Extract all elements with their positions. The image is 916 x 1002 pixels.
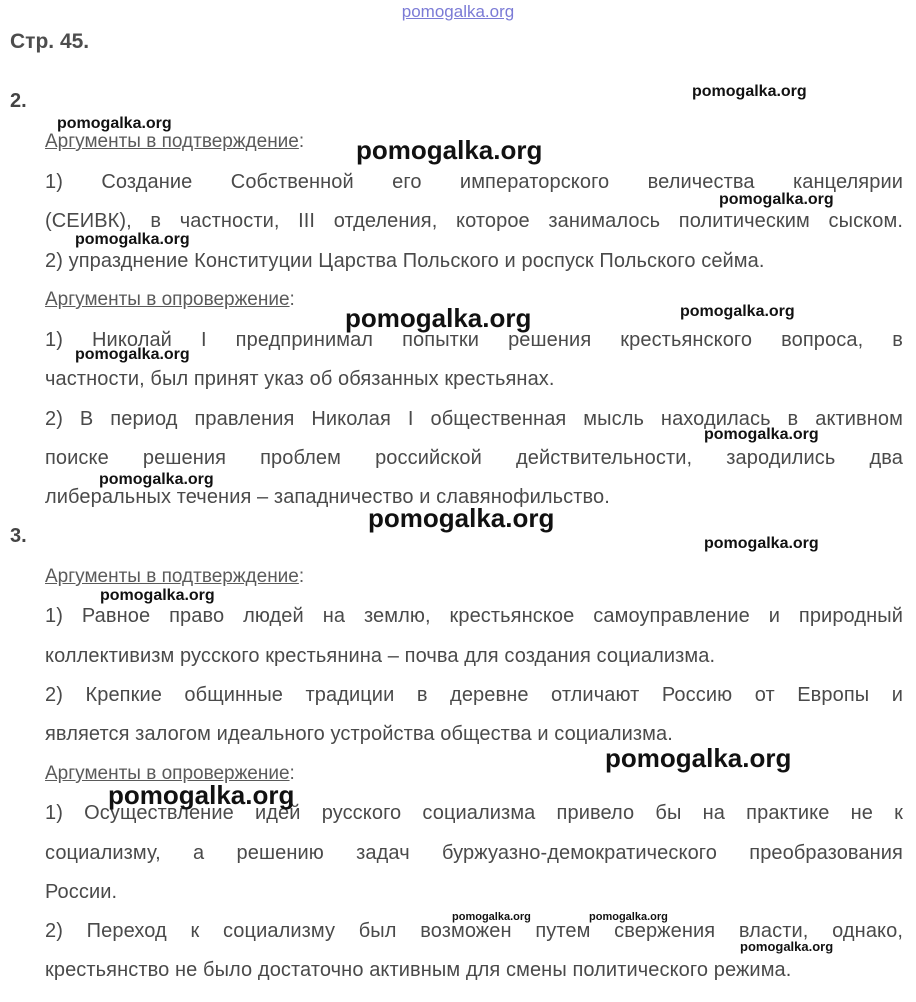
paragraph-line: 1) Создание Собственной его императорского величества канцелярии [45, 171, 903, 193]
task-number-2: 2. [10, 90, 27, 112]
watermark: pomogalka.org [719, 191, 834, 208]
watermark: pomogalka.org [605, 743, 792, 773]
paragraph-line: крестьянство не было достаточно активным для смены политического режима. [45, 959, 792, 981]
paragraph-line: 2) Крепкие общинные традиции в деревне отличают Россию от Европы и [45, 684, 903, 706]
site-link[interactable]: pomogalka.org [401, 2, 515, 21]
watermark: pomogalka.org [75, 346, 190, 363]
paragraph-line: коллективизм русского крестьянина – почва для создания социализма. [45, 645, 716, 667]
watermark: pomogalka.org [99, 471, 214, 488]
watermark: pomogalka.org [100, 587, 215, 604]
paragraph-line: поиске решения проблем российской действительности, зародились два [45, 447, 903, 469]
paragraph-line: России. [45, 881, 118, 903]
watermark: pomogalka.org [108, 780, 295, 810]
paragraph-line: 1) Николай I предпринимал попытки решения крестьянского вопроса, в [45, 329, 903, 351]
watermark: pomogalka.org [692, 83, 807, 100]
paragraph-line: (СЕИВК), в частности, III отделения, которое занималось политическим сыском. [45, 210, 903, 232]
watermark: pomogalka.org [356, 135, 543, 165]
task-number-3: 3. [10, 525, 27, 547]
paragraph-line: социализму, а решению задач буржуазно-демократического преобразования [45, 842, 903, 864]
watermark: pomogalka.org [740, 939, 834, 954]
watermark: pomogalka.org [368, 503, 555, 533]
paragraph-line: 1) Равное право людей на землю, крестьянское самоуправление и природный [45, 605, 903, 627]
page-label: Стр. 45. [10, 30, 90, 53]
watermark: pomogalka.org [345, 303, 532, 333]
paragraph-line: либеральных течения – западничество и славянофильство. [45, 486, 610, 508]
watermark: pomogalka.org [589, 911, 668, 923]
watermark: pomogalka.org [452, 911, 531, 923]
refute-heading-2: Аргументы в опровержение: [45, 289, 295, 310]
watermark: pomogalka.org [680, 303, 795, 320]
watermark: pomogalka.org [704, 535, 819, 552]
refute-heading-3: Аргументы в опровержение: [45, 763, 295, 784]
paragraph-line: является залогом идеального устройства общества и социализма. [45, 723, 673, 745]
paragraph-line: 2) Переход к социализму был возможен путем свержения власти, однако, [45, 920, 903, 942]
watermark: pomogalka.org [57, 115, 172, 132]
paragraph-line: 1) Осуществление идей русского социализма привело бы на практике не к [45, 802, 903, 824]
watermark: pomogalka.org [75, 231, 190, 248]
paragraph-line: 2) В период правления Николая I общественная мысль находилась в активном [45, 408, 903, 430]
paragraph-line: 2) упразднение Конституции Царства Польского и роспуск Польского сейма. [45, 250, 765, 272]
paragraph-line: частности, был принят указ об обязанных крестьянах. [45, 368, 555, 390]
confirm-heading-2: Аргументы в подтверждение: [45, 131, 305, 152]
confirm-heading-3: Аргументы в подтверждение: [45, 566, 305, 587]
watermark: pomogalka.org [704, 426, 819, 443]
